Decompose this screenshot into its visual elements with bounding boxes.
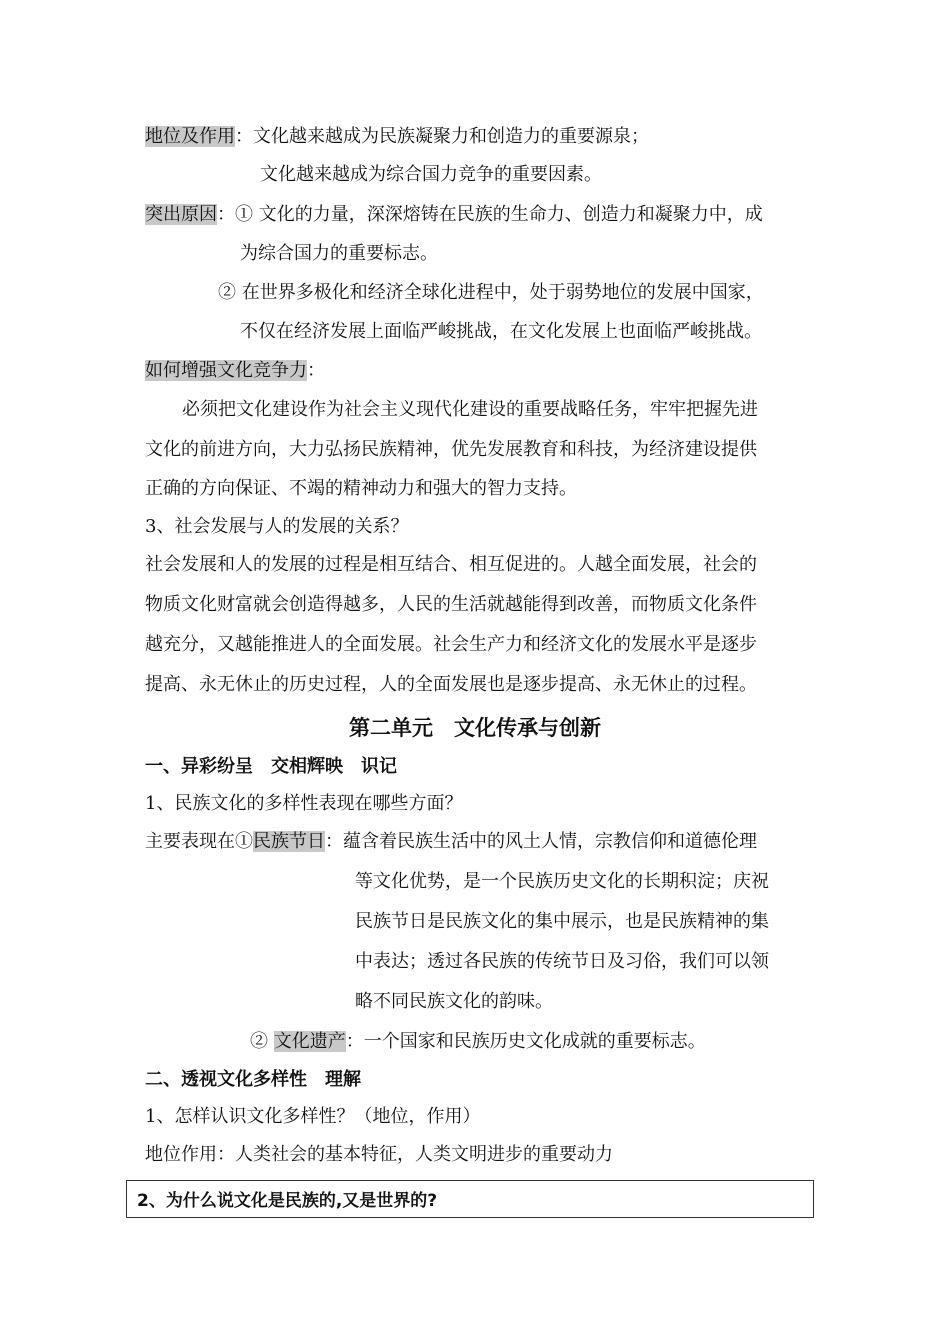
role-line-2: 文化越来越成为综合国力竞争的重要因素。 — [260, 164, 602, 185]
how-para-2: 文化的前进方向，大力弘扬民族精神，优先发展教育和科技，为经济建设提供 — [145, 439, 757, 460]
how-label: 如何增强文化竞争力 — [145, 360, 307, 381]
q2-question: 2、为什么说文化是民族的,又是世界的? — [137, 1191, 438, 1211]
unit-title: 第二单元 文化传承与创新 — [349, 716, 601, 740]
festival-line-2: 等文化优势，是一个民族历史文化的长期积淀；庆祝 — [355, 871, 769, 892]
q3-answer-3: 越充分，又越能推进人的全面发展。社会生产力和经济文化的发展水平是逐步 — [145, 634, 757, 655]
how-para-1: 必须把文化建设作为社会主义现代化建设的重要战略任务，牢牢把握先进 — [182, 399, 758, 420]
heritage-line: ② 文化遗产：一个国家和民族历史文化成就的重要标志。 — [250, 1031, 706, 1052]
q3-answer-2: 物质文化财富就会创造得越多，人民的生活就越能得到改善，而物质文化条件 — [145, 594, 757, 615]
reason-line-1: 突出原因：① 文化的力量，深深熔铸在民族的生命力、创造力和凝聚力中，成 — [145, 204, 763, 225]
festival-line-1: 主要表现在①民族节日：蕴含着民族生活中的风土人情，宗教信仰和道德伦理 — [145, 831, 757, 852]
reason-line-4: 不仅在经济发展上面临严峻挑战，在文化发展上也面临严峻挑战。 — [240, 321, 762, 342]
q3-answer-4: 提高、永无休止的历史过程，人的全面发展也是逐步提高、永无休止的过程。 — [145, 674, 757, 695]
q1b-question: 1、怎样认识文化多样性？（地位，作用） — [145, 1106, 481, 1127]
role-line-1: 地位及作用：文化越来越成为民族凝聚力和创造力的重要源泉； — [145, 126, 649, 147]
q3-question: 3、社会发展与人的发展的关系？ — [145, 516, 409, 537]
part2-heading: 二、透视文化多样性 理解 — [145, 1069, 361, 1090]
role-label: 地位及作用 — [145, 126, 235, 147]
festival-label: 民族节日 — [253, 831, 325, 852]
q1-question: 1、民族文化的多样性表现在哪些方面？ — [145, 793, 463, 814]
festival-line-4: 中表达；透过各民族的传统节日及习俗，我们可以领 — [355, 951, 769, 972]
reason-line-3: ② 在世界多极化和经济全球化进程中，处于弱势地位的发展中国家， — [218, 282, 764, 303]
how-para-3: 正确的方向保证、不竭的精神动力和强大的智力支持。 — [145, 478, 577, 499]
festival-line-5: 略不同民族文化的韵味。 — [355, 991, 553, 1012]
status-line: 地位作用：人类社会的基本特征，人类文明进步的重要动力 — [145, 1144, 613, 1165]
part1-heading: 一、异彩纷呈 交相辉映 识记 — [145, 756, 397, 777]
reason-line-2: 为综合国力的重要标志。 — [240, 243, 438, 264]
how-heading: 如何增强文化竞争力： — [145, 360, 325, 381]
festival-line-3: 民族节日是民族文化的集中展示，也是民族精神的集 — [355, 911, 769, 932]
heritage-label: 文化遗产 — [273, 1031, 346, 1052]
question-box — [126, 1180, 814, 1218]
q3-answer-1: 社会发展和人的发展的过程是相互结合、相互促进的。人越全面发展，社会的 — [145, 554, 757, 575]
reason-label: 突出原因 — [145, 204, 217, 225]
